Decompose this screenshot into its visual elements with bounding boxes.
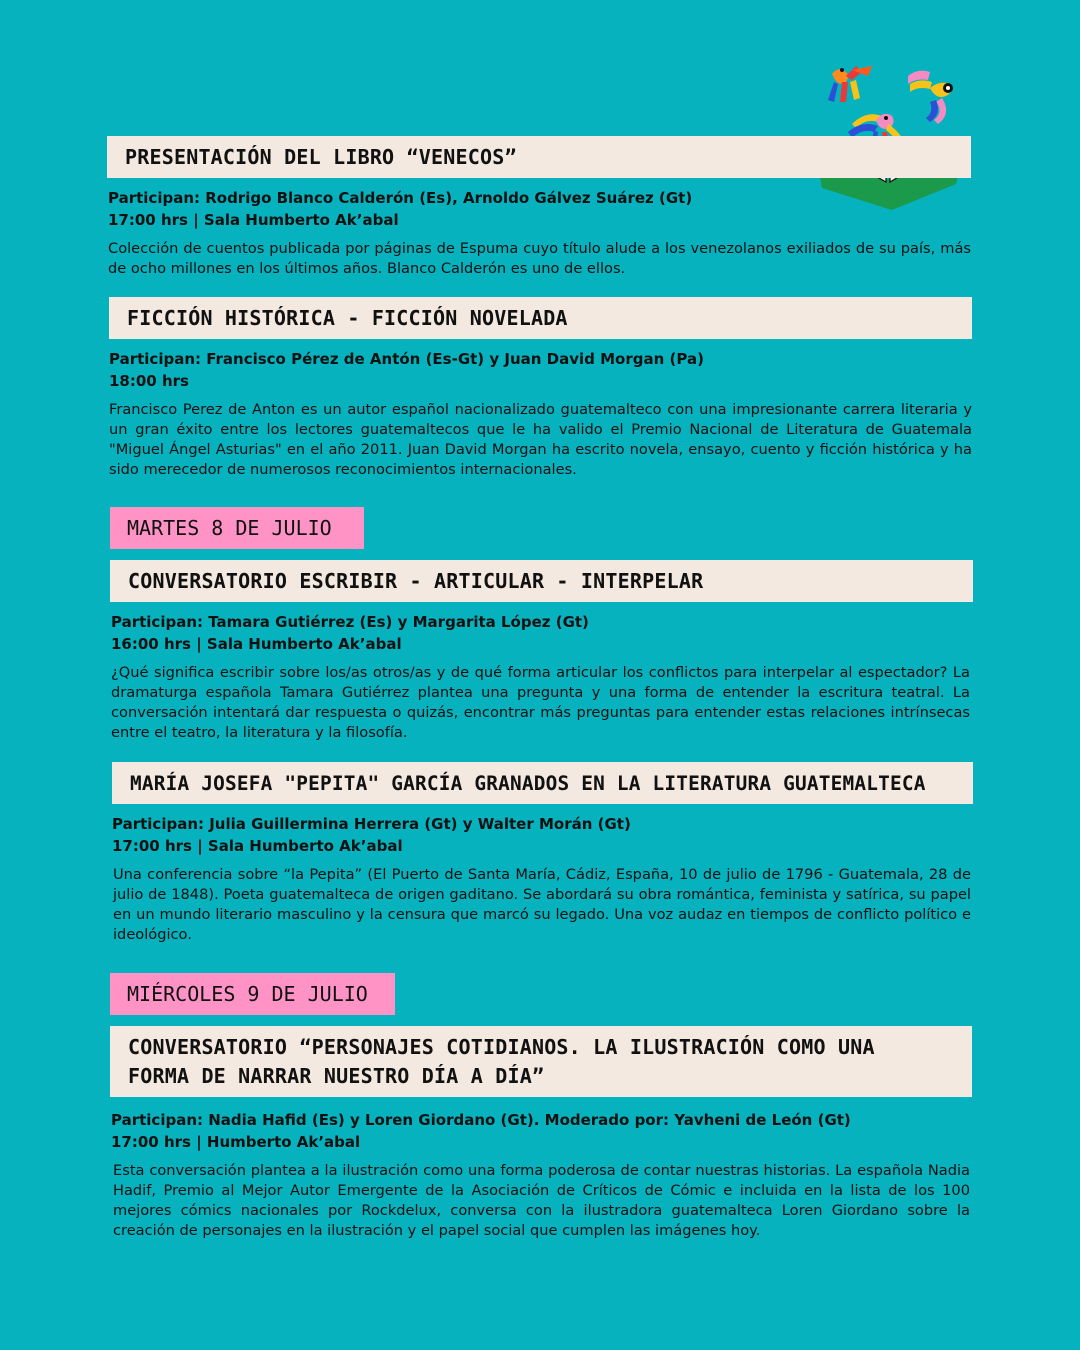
event-title: FICCIÓN HISTÓRICA - FICCIÓN NOVELADA (109, 297, 972, 339)
event-title-line-2: FORMA DE NARRAR NUESTRO DÍA A DÍA” (128, 1063, 545, 1088)
event-description: Esta conversación plantea a la ilustración como una forma poderosa de contar nuestras historias. La española Nadia Hadif, Premio al Mejor Autor Emergente de la Asociación de Críticos de Cómic e incluida en la lista de los 100 mejores cómics nacionales por Rockdelux, conversa con la ilustradora guatemalteca Loren Giordano sobre la creación de personajes en la ilustración y el papel social que cumplen las imágenes hoy. (113, 1162, 970, 1239)
event-participants: Participan: Francisco Pérez de Antón (Es-Gt) y Juan David Morgan (Pa) (109, 350, 704, 368)
date-heading-tuesday: MARTES 8 DE JULIO (110, 507, 364, 549)
event-description: ¿Qué significa escribir sobre los/as otros/as y de qué forma articular los conflictos para interpelar al espectador? La dramaturga española Tamara Gutiérrez plantea una pregunta y una forma de entender la escritura teatral. La conversación intentará dar respuesta o quizás, encontrar más preguntas para entender estas relaciones intrínsecas entre el teatro, la literatura y la filosofía. (111, 664, 970, 741)
event-time-place: 17:00 hrs | Humberto Ak’abal (111, 1133, 361, 1151)
event-time-place: 17:00 hrs | Sala Humberto Ak’abal (112, 837, 403, 855)
event-time-place: 18:00 hrs (109, 372, 189, 390)
event-title: MARÍA JOSEFA "PEPITA" GARCÍA GRANADOS EN LA LITERATURA GUATEMALTECA (112, 762, 973, 804)
event-title: PRESENTACIÓN DEL LIBRO “VENECOS” (107, 136, 971, 178)
date-heading-wednesday: MIÉRCOLES 9 DE JULIO (110, 973, 395, 1015)
event-meta (111, 1109, 851, 1153)
event-description: Francisco Perez de Anton es un autor español nacionalizado guatemalteco con una impresionante carrera literaria y un gran éxito entre los lectores guatemaltecos que le ha valido el Premio Nacional de Literatura de Guatemala "Miguel Ángel Asturias" en el año 2011. Juan David Morgan ha escrito novela, ensayo, cuento y ficción histórica y ha sido merecedor de numerosos reconocimientos internacionales. (109, 401, 972, 478)
event-time-place: 16:00 hrs | Sala Humberto Ak’abal (111, 635, 402, 653)
event-meta (111, 611, 589, 655)
event-title (110, 1026, 972, 1097)
event-title-line-1: CONVERSATORIO “PERSONAJES COTIDIANOS. LA ILUSTRACIÓN COMO UNA (128, 1034, 875, 1059)
event-participants: Participan: Tamara Gutiérrez (Es) y Margarita López (Gt) (111, 613, 589, 631)
event-meta (109, 348, 704, 392)
event-participants: Participan: Julia Guillermina Herrera (Gt) y Walter Morán (Gt) (112, 815, 631, 833)
event-title: CONVERSATORIO ESCRIBIR - ARTICULAR - INTERPELAR (110, 560, 973, 602)
event-participants: Participan: Rodrigo Blanco Calderón (Es), Arnoldo Gálvez Suárez (Gt) (108, 189, 693, 207)
event-participants: Participan: Nadia Hafid (Es) y Loren Giordano (Gt). Moderado por: Yavheni de León (Gt) (111, 1111, 851, 1129)
event-description: Colección de cuentos publicada por páginas de Espuma cuyo título alude a los venezolanos exiliados de su país, más de ocho millones en los últimos años. Blanco Calderón es uno de ellos. (108, 240, 971, 277)
event-meta (108, 187, 692, 231)
event-description: Una conferencia sobre “la Pepita” (El Puerto de Santa María, Cádiz, España, 10 de julio de 1796 - Guatemala, 28 de julio de 1848). Poeta guatemalteca de origen gaditano. Se abordará su obra romántica, feminista y satírica, su papel en un mundo literario masculino y la censura que marcó su legado. Una voz audaz en tiempos de conflicto político e ideológico. (113, 866, 971, 943)
event-meta (112, 813, 631, 857)
event-time-place: 17:00 hrs | Sala Humberto Ak’abal (108, 211, 399, 229)
